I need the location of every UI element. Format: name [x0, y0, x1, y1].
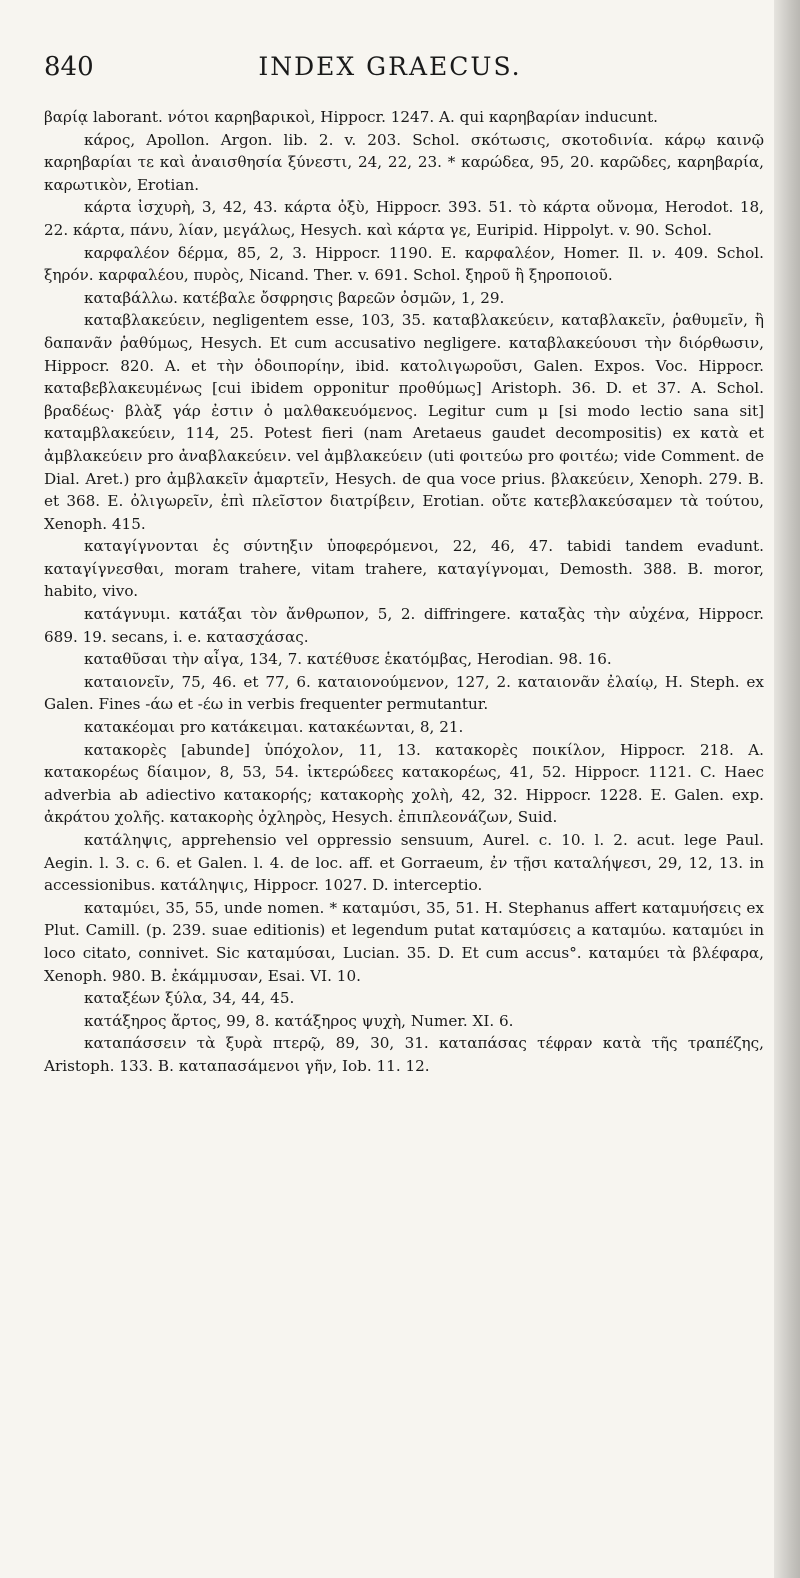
- index-entry: κάρτα ἰσχυρὴ, 3, 42, 43. κάρτα ὀξὺ, Hippocr. 393. 51. τὸ κάρτα οὔνομα, Herodot. 18, 22. κάρτα, πάνυ, λίαν, μεγάλως, Hesych. καὶ κάρτα γε, Euripid. Hippolyt. v. 90. Schol.: [44, 198, 764, 239]
- index-body: [44, 106, 764, 1078]
- running-title: INDEX GRAECUS.: [258, 52, 522, 81]
- index-entry: καταμύει, 35, 55, unde nomen. * καταμύσι, 35, 51. H. Stephanus affert καταμυήσεις ex Plut. Camill. (p. 239. suae editionis) et legendum putat καταμύσεις a καταμύω. καταμύει in loco citato, connivet. Sic καταμύσαι, Lucian. 35. D. Et cum accus°. καταμύει τὰ βλέφαρα, Xenoph. 980. B. ἐκάμμυσαν, Esai. VI. 10.: [44, 898, 764, 985]
- page-number: 840: [44, 52, 94, 82]
- index-entry: καταθῦσαι τὴν αἶγα, 134, 7. κατέθυσε ἑκατόμβας, Herodian. 98. 16.: [84, 650, 612, 669]
- index-entry: καρφαλέον δέρμα, 85, 2, 3. Hippocr. 1190. E. καρφαλέον, Homer. Il. ν. 409. Schol. ξηρόν. καρφαλέου, πυρὸς, Nicand. Ther. v. 691. Schol. ξηροῦ ἢ ξηροποιοῦ.: [44, 243, 764, 285]
- index-entry: κατάληψις, apprehensio vel oppressio sensuum, Aurel. c. 10. l. 2. acut. lege Paul. Aegin. l. 3. c. 6. et Galen. l. 4. de loc. aff. et Gorraeum, ἐν τῇσι καταλήψεσι, 29, 12, 13. in accessionibus. κατάληψις, Hippocr. 1027. D. interceptio.: [44, 831, 764, 895]
- index-entry: κατάγνυμι. κατάξαι τὸν ἄνθρωπον, 5, 2. diffringere. καταξὰς τὴν αὐχένα, Hippocr. 689. 19. secans, i. e. κατασχάσας.: [44, 605, 764, 646]
- index-entry: καταγίγνονται ἐς σύντηξιν ὑποφερόμενοι, 22, 46, 47. tabidi tandem evadunt. καταγίγνεσθαι, moram trahere, vitam trahere, καταγίγνομαι, Demosth. 388. B. moror, habito, vivo.: [44, 537, 764, 601]
- index-entry: καταβλακεύειν, negligentem esse, 103, 35. καταβλακεύειν, καταβλακεῖν, ῥαθυμεῖν, ἢ δαπανᾶν ῥαθύμως, Hesych. Et cum accusativo negligere. καταβλακεύουσι τὴν διόρθωσιν, Hippocr. 820. A. et τὴν ὁδοιπορίην, ibid. κατολιγωροῦσι, Galen. Expos. Voc. Hippocr. καταβεβλακευμένως [cui ibidem opponitur προθύμως] Aristoph. 36. D. et 37. A. Schol. βραδέως· βλὰξ γάρ ἐστιν ὁ μαλθακευόμενος. Legitur cum μ [si modo lectio sana sit] καταμβλακεύειν, 114, 25. Potest fieri (nam Aretaeus gaudet decompositis) ex κατὰ et ἀμβλακεύειν pro ἀναβλακεύειν. vel ἀμβλακεύειν (uti φοιτεύω pro φοιτέω; vide Comment. de Dial. Aret.) pro ἀμβλακεῖν ἁμαρτεῖν, Hesych. de qua voce prius. βλακεύειν, Xenoph. 279. B. et 368. E. ὀλιγωρεῖν, ἐπὶ πλεῖστον διατρίβειν, Erotian. οὔτε κατεβλακεύσαμεν τὰ τούτου, Xenoph. 415.: [44, 311, 764, 533]
- index-entry: κατακέομαι pro κατάκειμαι. κατακέωνται, 8, 21.: [84, 718, 464, 737]
- index-entry: καταιονεῖν, 75, 46. et 77, 6. καταιονούμενον, 127, 2. καταιονᾶν ἐλαίῳ, H. Steph. ex Galen. Fines -άω et -έω in verbis frequenter permutantur.: [44, 672, 764, 714]
- index-entry: καταξέων ξύλα, 34, 44, 45.: [84, 989, 295, 1008]
- page-header: [44, 52, 766, 92]
- index-entry: βαρίᾳ laborant. νότοι καρηβαρικοὶ, Hippocr. 1247. A. qui καρηβαρίαν inducunt.: [44, 108, 658, 126]
- index-entry: καταβάλλω. κατέβαλε ὄσφρησις βαρεῶν ὀσμῶν, 1, 29.: [84, 288, 505, 307]
- index-entry: κάρος, Apollon. Argon. lib. 2. v. 203. Schol. σκότωσις, σκοτοδινία. κάρῳ καινῷ καρηβαρίαι τε καὶ ἀναισθησία ξύνεστι, 24, 22, 23. * καρώδεα, 95, 20. καρῶδες, καρηβαρία, καρωτικὸν, Erotian.: [44, 130, 764, 194]
- index-entry: κατάξηρος ἄρτος, 99, 8. κατάξηρος ψυχὴ, Numer. XI. 6.: [84, 1011, 514, 1030]
- page-gutter-shadow: [774, 0, 800, 1578]
- index-entry: κατακορὲς [abunde] ὑπόχολον, 11, 13. κατακορὲς ποικίλον, Hippocr. 218. A. κατακορέως δίαιμον, 8, 53, 54. ἰκτερώδεες κατακορέως, 41, 52. Hippocr. 1121. C. Haec adverbia ab adiectivo κατακορής; κατακορὴς χολὴ, 42, 32. Hippocr. 1228. E. Galen. exp. ἀκράτου χολῆς. κατακορὴς ὀχληρὸς, Hesych. ἐπιπλεονάζων, Suid.: [44, 740, 764, 827]
- index-entry: καταπάσσειν τὰ ξυρὰ πτερῷ, 89, 30, 31. καταπάσας τέφραν κατὰ τῆς τραπέζης, Aristoph. 133. B. καταπασάμενοι γῆν, Iob. 11. 12.: [44, 1034, 764, 1075]
